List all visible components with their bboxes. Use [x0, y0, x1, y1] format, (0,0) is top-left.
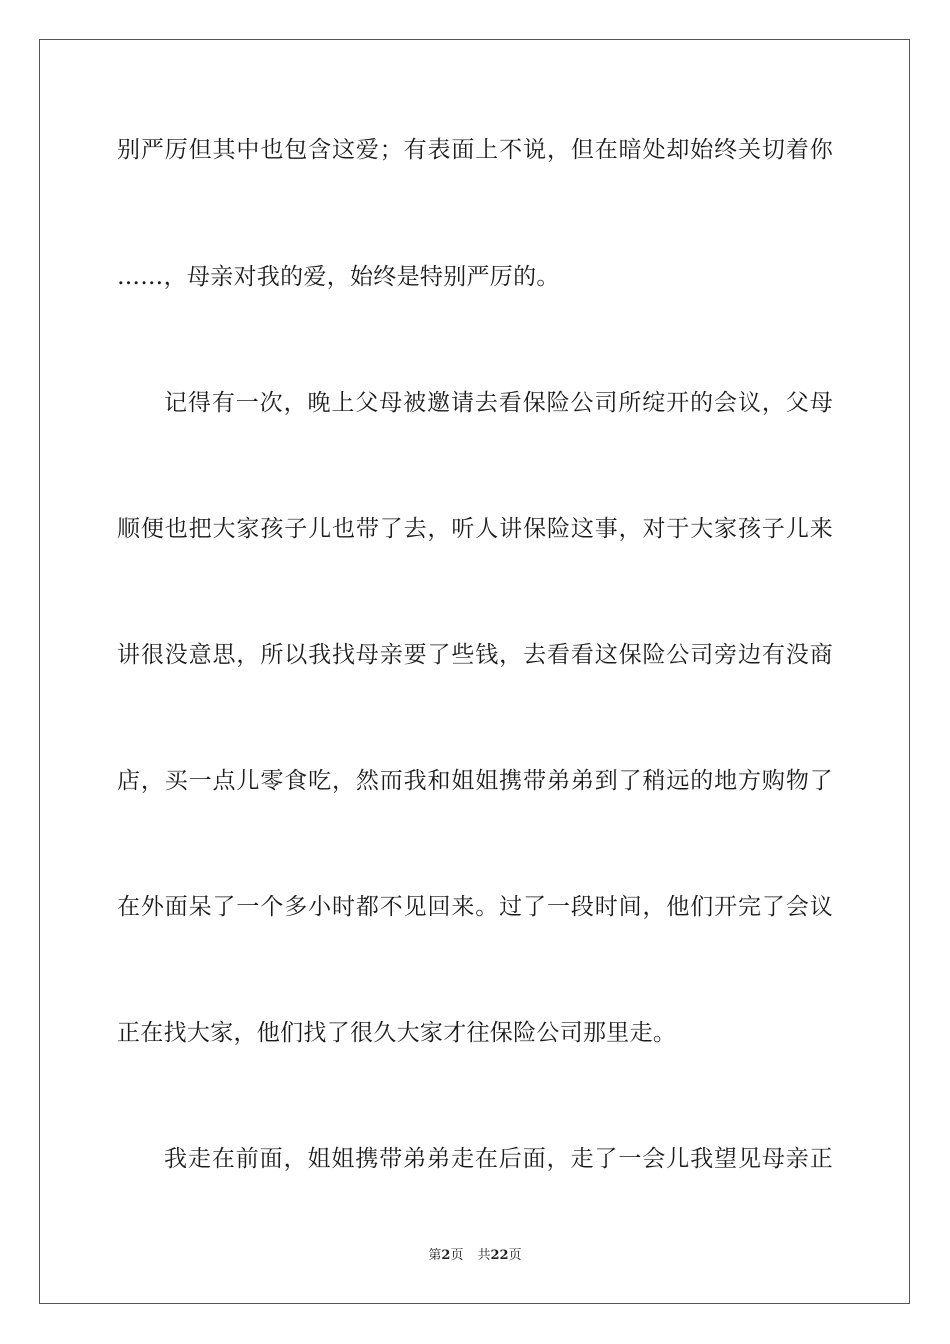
- page-footer: [0, 1247, 950, 1265]
- paragraph-line-5: 讲很没意思，所以我找母亲要了些钱，去看看这保险公司旁边有没商: [117, 642, 833, 668]
- page-indicator: [428, 1247, 463, 1265]
- paragraph-line-8: 正在找大家，他们找了很久大家才往保险公司那里走。: [117, 1020, 677, 1046]
- page-number: 2: [441, 1248, 451, 1263]
- paragraph-line-6: 店，买一点儿零食吃，然而我和姐姐携带弟弟到了稍远的地方购物了: [117, 768, 833, 794]
- paragraph-line-3: 记得有一次，晚上父母被邀请去看保险公司所绽开的会议，父母: [164, 390, 833, 416]
- paragraph-line-2: ……，母亲对我的爱，始终是特别严厉的。: [117, 264, 560, 290]
- page-border: [39, 39, 910, 1304]
- total-pages-number: 22: [490, 1248, 509, 1263]
- total-pages-indicator: [477, 1247, 521, 1265]
- total-prefix: 共: [477, 1248, 491, 1263]
- paragraph-line-7: 在外面呆了一个多小时都不见回来。过了一段时间，他们开完了会议: [117, 894, 833, 920]
- paragraph-line-9: 我走在前面，姐姐携带弟弟走在后面，走了一会儿我望见母亲正: [164, 1146, 833, 1172]
- page-suffix: 页: [450, 1248, 464, 1263]
- paragraph-line-4: 顺便也把大家孩子儿也带了去，听人讲保险这事，对于大家孩子儿来: [117, 516, 833, 542]
- page-prefix: 第: [428, 1248, 442, 1263]
- total-suffix: 页: [508, 1248, 522, 1263]
- paragraph-line-1: 别严厉但其中也包含这爱；有表面上不说，但在暗处却始终关切着你: [117, 137, 833, 163]
